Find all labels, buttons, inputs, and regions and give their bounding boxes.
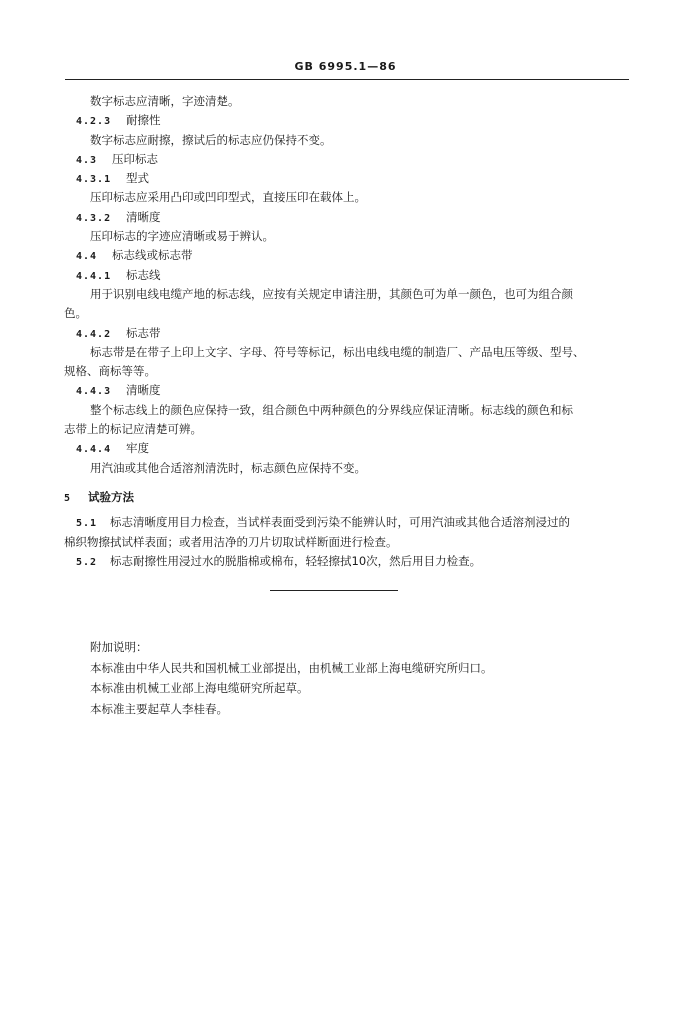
clause-title: 牢度 (126, 441, 149, 456)
paragraph-line: 用于识别电线电缆产地的标志线，应按有关规定申请注册，其颜色可为单一颜色，也可为组合颜 (90, 286, 573, 301)
paragraph-continuation: 色。 (64, 306, 87, 321)
subclause-heading (64, 208, 632, 227)
clause-title: 耐擦性 (126, 113, 161, 128)
paragraph-line: 用汽油或其他合适溶剂清洗时，标志颜色应保持不变。 (90, 460, 366, 475)
paragraph-continuation: 志带上的标记应清楚可辨。 (64, 422, 202, 437)
paragraph-line: 压印标志的字迹应清晰或易于辨认。 (90, 229, 274, 244)
clause-number: 4.4.2 (76, 328, 112, 340)
clause-number: 4.3 (76, 154, 98, 166)
clause-text: 棉织物擦拭试样表面；或者用洁净的刀片切取试样断面进行检查。 (64, 534, 398, 549)
subclause-heading (64, 324, 632, 343)
clause-number: 4.4.1 (76, 270, 112, 282)
section-title: 试验方法 (88, 489, 134, 504)
clause-number: 4.4 (76, 251, 98, 263)
paragraph-continuation (64, 533, 632, 552)
clause-title: 标志线 (126, 267, 161, 282)
clause-title: 标志带 (126, 325, 161, 340)
notes-line: 本标准主要起草人李桂春。 (90, 701, 228, 716)
paragraph-line: 数字标志应清晰，字迹清楚。 (90, 94, 240, 108)
test-method-clause (64, 513, 632, 532)
clause-title: 标志线或标志带 (112, 248, 193, 263)
clause-number: 4.3.2 (76, 212, 112, 224)
clause-title: 压印标志 (112, 151, 158, 166)
clause-heading (64, 150, 632, 169)
clause-number: 5.1 (76, 518, 98, 530)
clause-title: 清晰度 (126, 383, 161, 398)
clause-heading (64, 246, 632, 265)
clause-title: 清晰度 (126, 209, 161, 224)
subclause-heading (64, 111, 632, 130)
test-method-clause (64, 552, 632, 571)
clause-number: 5.2 (76, 556, 98, 568)
subclause-heading (64, 266, 632, 285)
header-rule (65, 79, 629, 80)
subclause-heading (64, 381, 632, 400)
clause-title: 型式 (126, 171, 149, 186)
clause-number: 4.2.3 (76, 116, 112, 128)
additional-notes (90, 637, 610, 719)
paragraph-line: 数字标志应耐擦，擦试后的标志应仍保持不变。 (90, 132, 332, 147)
subclause-heading (64, 169, 632, 188)
paragraph-line: 压印标志应采用凸印或凹印型式，直接压印在载体上。 (90, 190, 366, 205)
clause-number: 4.3.1 (76, 174, 112, 186)
clause-text: 标志清晰度用目力检查，当试样表面受到污染不能辨认时，可用汽油或其他合适溶剂浸过的 (110, 515, 570, 530)
clause-number: 4.4.4 (76, 444, 112, 456)
clause-text: 标志耐擦性用浸过水的脱脂棉或棉布，轻轻擦拭10次，然后用目力检查。 (110, 553, 482, 568)
section-number: 5 (64, 492, 72, 504)
end-rule (270, 590, 398, 591)
notes-line: 本标准由中华人民共和国机械工业部提出，由机械工业部上海电缆研究所归口。 (90, 660, 493, 675)
standard-code-header: GB 6995.1—86 (294, 60, 397, 73)
subclause-heading (64, 439, 632, 458)
section-heading (64, 488, 632, 507)
paragraph-line: 整个标志线上的颜色应保持一致，组合颜色中两种颜色的分界线应保证清晰。标志线的颜色和标 (90, 402, 573, 417)
clause-number: 4.4.3 (76, 386, 112, 398)
spacer (64, 478, 632, 488)
notes-title: 附加说明： (90, 640, 148, 654)
document-body (64, 92, 632, 571)
paragraph-line: 标志带是在带子上印上文字、字母、符号等标记，标出电线电缆的制造厂、产品电压等级、型号、 (90, 344, 585, 359)
paragraph-continuation: 规格、商标等等。 (64, 364, 156, 379)
notes-line: 本标准由机械工业部上海电缆研究所起草。 (90, 681, 309, 695)
